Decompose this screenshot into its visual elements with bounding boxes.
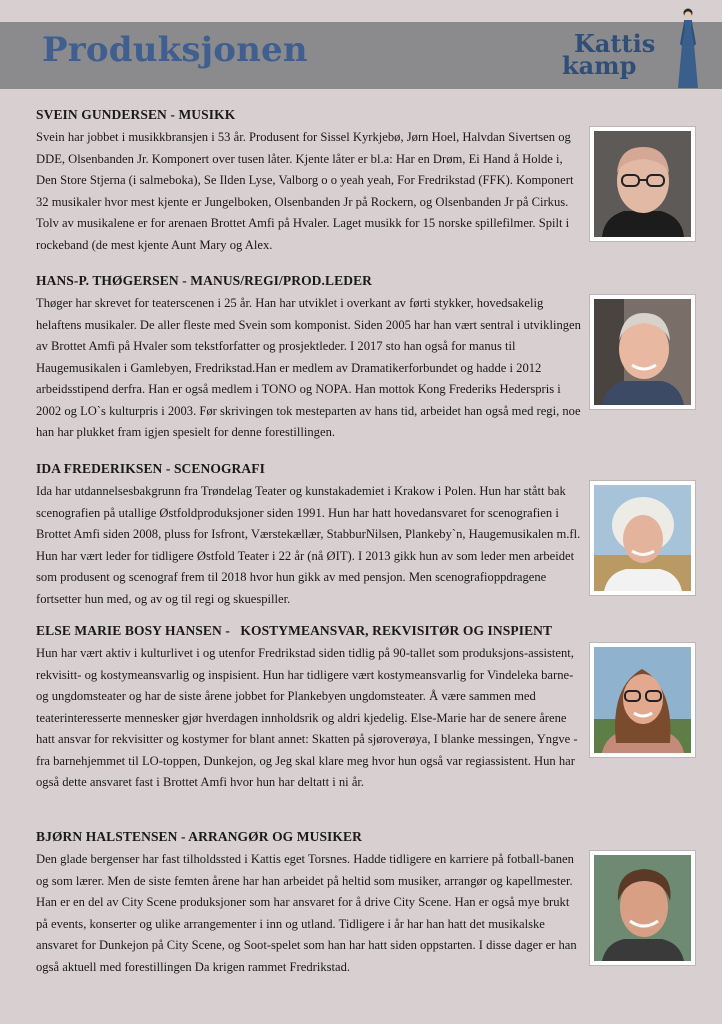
bio-text: Hun har vært aktiv i kulturlivet i og utenfor Fredrikstad siden tidlig på 90-tallet som produksjons-assistent, rekvisitt- og kostymeansvarlig og inspisient. Hun har tidligere vært kostymeansvarlig for Vindeleka barne- og ungdomsteater og har de siste årene jobbet for Plankebyen ungdomsteater. Å være sammen med teaterinteresserte mennesker gjør hverdagen innholdsrik og aldri kjedelig. Else-Marie har de senere årene hatt ansvar for rekvisitter og kostymer for blant annet: Skatten på sjøroverøya, I blanke messingen, Yngve - fra barnehjemmet til LO-toppen, Dunkejon, og Jeg skal klare meg hvor hun også var regiassistent. Hun har også dette ansvaret fast i Brottet Amfi hvor hun har deltatt i ni år.	[36, 646, 578, 789]
bio-title: HANS-P. THØGERSEN - MANUS/REGI/PROD.LEDER	[36, 273, 373, 288]
portrait-photo	[590, 643, 695, 757]
portrait-photo	[590, 481, 695, 595]
bio-title: IDA FREDERIKSEN - SCENOGRAFI	[36, 461, 265, 476]
bio-svein-gundersen	[36, 107, 692, 256]
bio-text: Ida har utdannelsesbakgrunn fra Trøndelag Teater og kunstakademiet i Krakow i Polen. Hun har stått bak scenografien på utallige Østfoldproduksjoner siden 1991. Hun har hatt hovedansvaret for scenografien i Brottet Amfi siden 2008, pluss for Isfront, Værstekællær, StabburNilsen, Plankeby`n, Haugemusikalen m.fl. Hun har vært leder for tidligere Østfold Teater i 22 år (nå ØIT). I 2013 gikk hun av som leder men arbeidet som produsent og scenograf frem til 2018 hvor hun gikk av med pensjon. Men scenografioppdragene fortsetter hun med, og av og til regi og skuespiller.	[36, 484, 581, 606]
woman-figure-illustration	[675, 6, 701, 90]
portrait-photo	[590, 295, 695, 409]
bio-title: SVEIN GUNDERSEN - MUSIKK	[36, 107, 236, 122]
bio-hans-p-thogersen	[36, 273, 692, 444]
page-title: Produksjonen	[42, 30, 308, 70]
bio-ida-frederiksen	[36, 461, 692, 610]
bio-bjorn-halstensen	[36, 829, 692, 978]
portrait-photo	[590, 127, 695, 241]
logo-line1: Kattis	[574, 29, 656, 58]
bio-title: BJØRN HALSTENSEN - ARRANGØR OG MUSIKER	[36, 829, 362, 844]
logo-line2: kamp	[562, 51, 637, 80]
portrait-photo	[590, 851, 695, 965]
header-bar	[0, 22, 722, 89]
bio-text: Den glade bergenser har fast tilholdssted i Kattis eget Torsnes. Hadde tidligere en karriere på fotball-banen og som lærer. Men de siste femten årene har han arbeidet på heltid som musiker, arrangør og kapellmester. Han er en del av City Scene produksjoner som har ansvaret for å drive City Scene. Han er også mye brukt på events, konserter og ulike arrangementer i inn og utland. Tidligere i år har han hatt det musikalske ansvaret for Dunkejon på City Scene, og Soot-spelet som han har hatt siden oppstarten. I disse dager er han også aktuell med forestillingen Da krigen rammet Fredrikstad.	[36, 852, 577, 974]
bio-text: Svein har jobbet i musikkbransjen i 53 år. Produsent for Sissel Kyrkjebø, Jørn Hoel, Halvdan Sivertsen og DDE, Olsenbanden Jr. Komponert over tusen låter. Kjente låter er bl.a: Har en Drøm, Ei Hand å Holde i, Den Store Stjerna (i salmeboka), Se Ilden Lyse, Valborg o o yeah yeah, For Fredrikstad (FFK). Komponert 32 musikaler hvor mest kjente er Jungelboken, Olsenbanden Jr på Rockern, og Olsenbanden Jr på Cirkus. Tolv av musikalene er for arenaen Brottet Amfi på Hvaler. Laget musikk for 15 norske spillefilmer. Spilt i rockeband (de mest kjente Aunt Mary og Alex.	[36, 130, 574, 252]
bio-title: ELSE MARIE BOSY HANSEN - KOSTYMEANSVAR, REKVISITØR OG INSPIENT	[36, 623, 553, 638]
bio-else-marie-bosy-hansen	[36, 623, 692, 794]
kattis-kamp-logo	[562, 30, 667, 82]
bio-text: Thøger har skrevet for teaterscenen i 25 år. Han har utviklet i overkant av førti stykker, hovedsakelig helaftens musikaler. De aller fleste med Svein som komponist. Siden 2005 har han vært sentral i utviklingen av Brottet Amfi på Hvaler som tekstforfatter og prosjektleder. I 2017 sto han også for manus til Haugemusikalen i Gamlebyen, Fredrikstad.Han er medlem av Dramatikerforbundet og hadde i 2012 arbeidsstipend derfra. Han er også medlem i TONO og NOPA. Han mottok Kong Frederiks Hederspris i 2002 og LO`s kulturpris i 2003. Før skrivingen tok mesteparten av hans tid, arbeidet han også med regi, noe han har plukket fram igjen spesielt for denne forestillingen.	[36, 296, 581, 439]
